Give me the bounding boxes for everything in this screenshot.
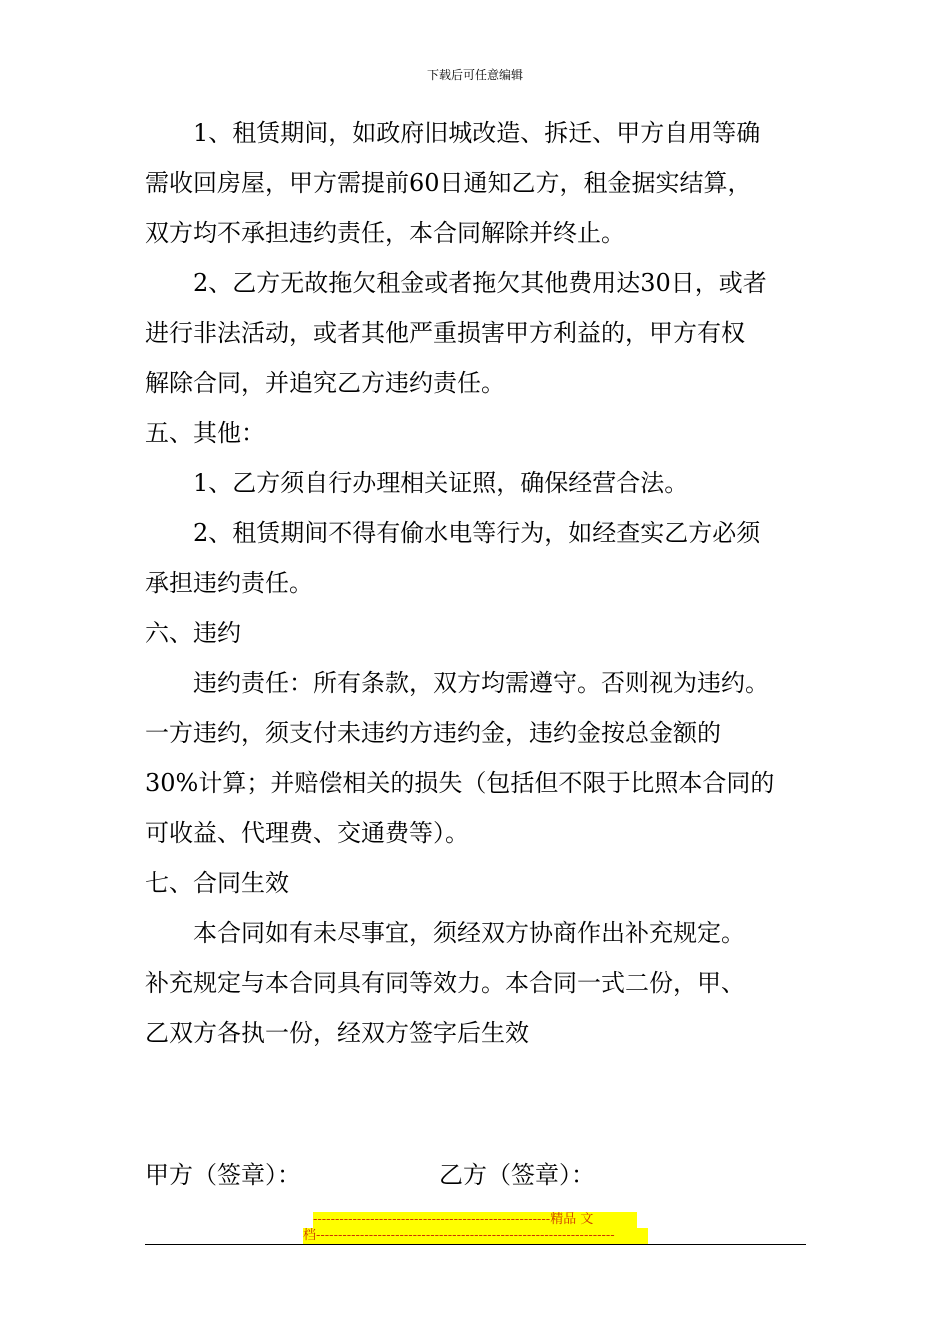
section-heading-breach: 六、违约 — [145, 619, 241, 647]
page-header: 下载后可任意编辑 — [426, 68, 523, 82]
paragraph-line: 解除合同，并追究乙方违约责任。 — [145, 369, 505, 397]
footer-rule — [145, 1244, 806, 1245]
footer-watermark-line2: 档-------------------------------------------------------------------- — [303, 1228, 648, 1244]
party-b-signature-label: 乙方（签章）： — [439, 1161, 595, 1189]
paragraph-line: 需收回房屋，甲方需提前60日通知乙方，租金据实结算， — [145, 169, 752, 197]
paragraph-line: 2、租赁期间不得有偷水电等行为，如经查实乙方必须 — [193, 519, 761, 547]
paragraph-line: 补充规定与本合同具有同等效力。本合同一式二份，甲、 — [145, 969, 745, 997]
paragraph-line: 本合同如有未尽事宜，须经双方协商作出补充规定。 — [193, 919, 745, 947]
footer-watermark-line1: ------------------------------------------------------精品 文 — [313, 1212, 637, 1228]
signature-row — [145, 1150, 810, 1200]
paragraph-line: 承担违约责任。 — [145, 569, 313, 597]
paragraph-line: 一方违约，须支付未违约方违约金，违约金按总金额的 — [145, 719, 721, 747]
paragraph-line: 1、租赁期间，如政府旧城改造、拆迁、甲方自用等确 — [193, 119, 761, 147]
paragraph-line: 乙双方各执一份，经双方签字后生效 — [145, 1019, 529, 1047]
paragraph-line: 双方均不承担违约责任，本合同解除并终止。 — [145, 219, 625, 247]
paragraph-line: 违约责任：所有条款，双方均需遵守。否则视为违约。 — [193, 669, 769, 697]
paragraph-line: 可收益、代理费、交通费等）。 — [145, 819, 469, 847]
paragraph-line: 进行非法活动，或者其他严重损害甲方利益的，甲方有权 — [145, 319, 745, 347]
paragraph-line: 1、乙方须自行办理相关证照，确保经营合法。 — [193, 469, 689, 497]
section-heading-effect: 七、合同生效 — [145, 869, 289, 897]
paragraph-line: 2、乙方无故拖欠租金或者拖欠其他费用达30日，或者 — [193, 269, 767, 297]
contract-body — [145, 108, 810, 1058]
section-heading-other: 五、其他： — [145, 419, 265, 447]
party-a-signature-label: 甲方（签章）： — [145, 1161, 301, 1189]
paragraph-line: 30%计算；并赔偿相关的损失（包括但不限于比照本合同的 — [145, 769, 775, 797]
